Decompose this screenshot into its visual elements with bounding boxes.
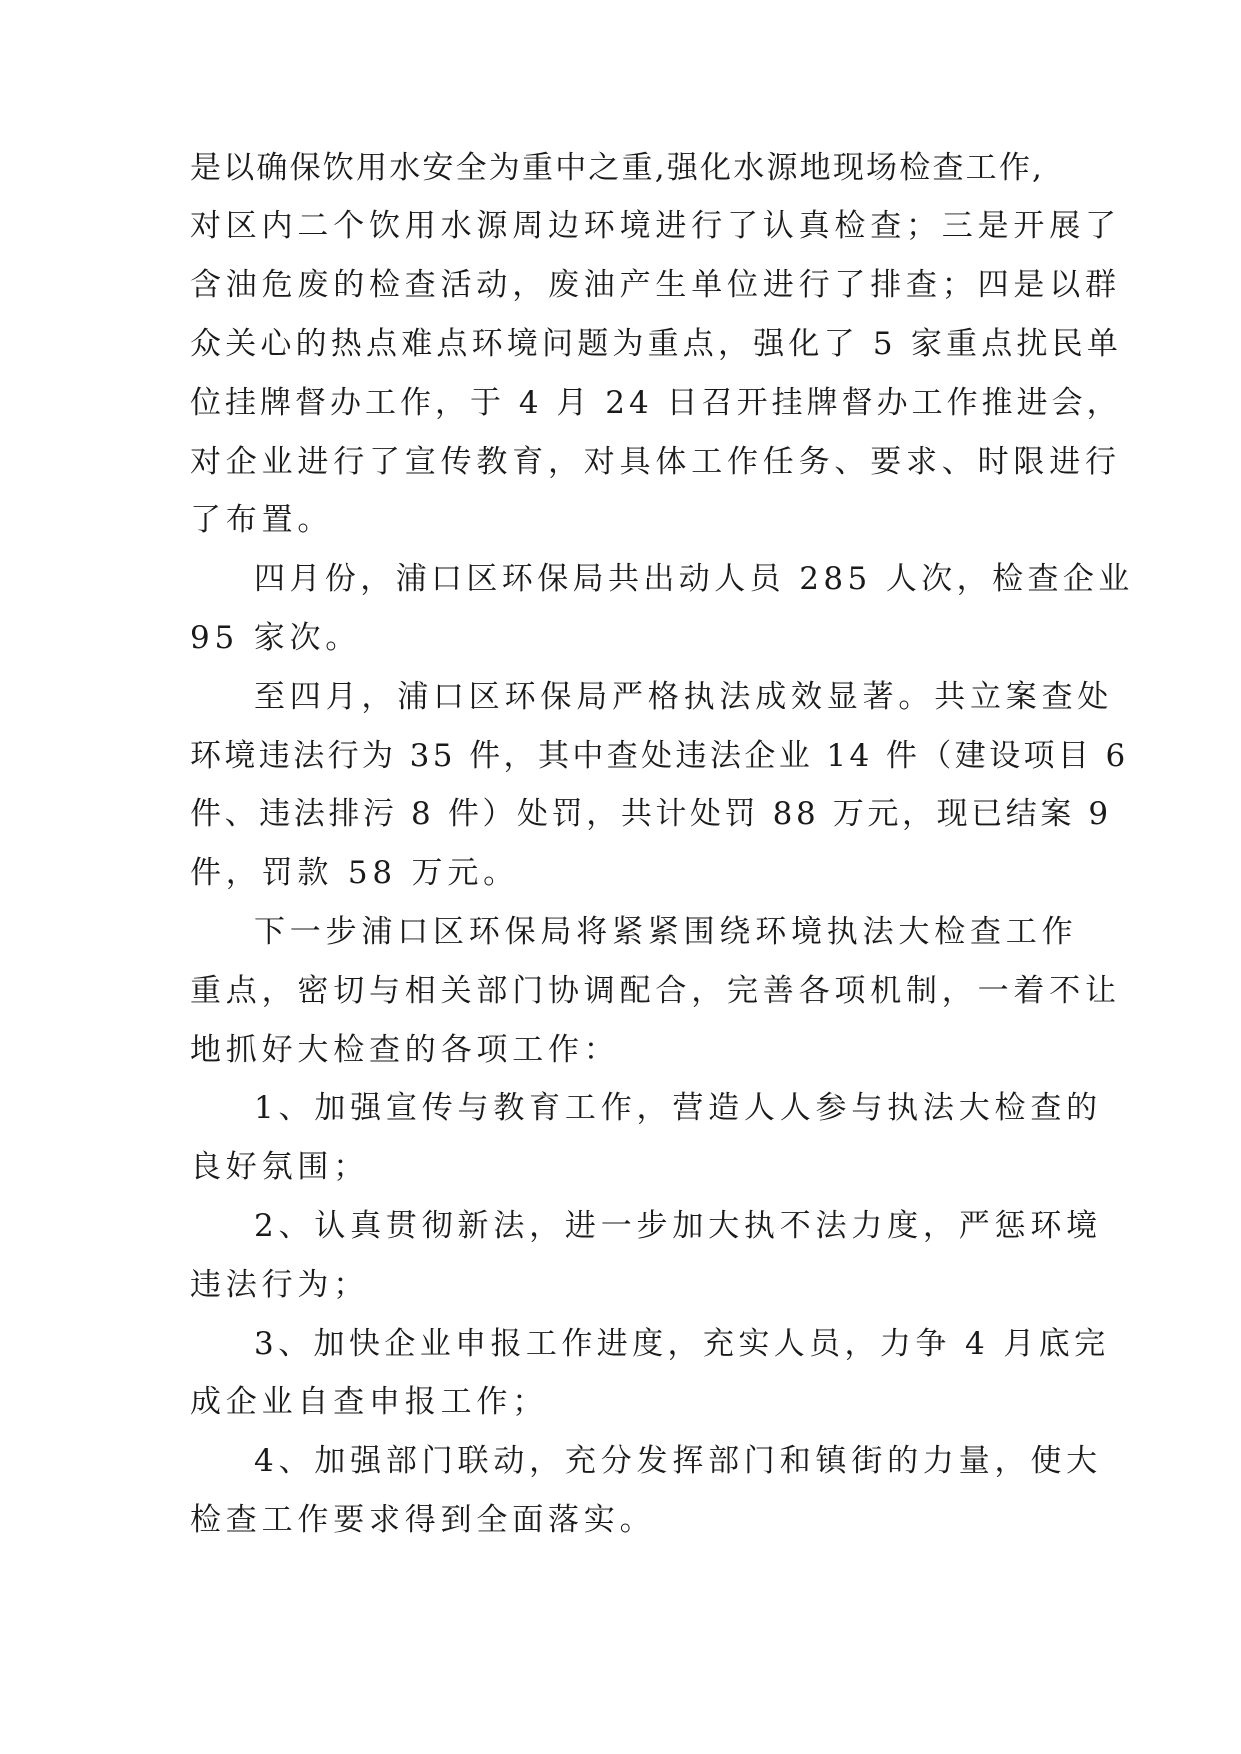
text-line: 位挂牌督办工作，于 4 月 24 日召开挂牌督办工作推进会， [190, 385, 1122, 421]
text-line: 四月份，浦口区环保局共出动人员 285 人次，检查企业 [254, 561, 1134, 597]
text-line: 1、加强宣传与教育工作，营造人人参与执法大检查的 [254, 1090, 1102, 1126]
text-line: 环境违法行为 35 件，其中查处违法企业 14 件（建设项目 6 [190, 738, 1129, 774]
text-line: 是以确保饮用水安全为重中之重,强化水源地现场检查工作, [190, 150, 1045, 186]
text-line: 对区内二个饮用水源周边环境进行了认真检查；三是开展了 [190, 208, 1121, 244]
text-line: 下一步浦口区环保局将紧紧围绕环境执法大检查工作 [254, 914, 1078, 950]
text-line: 件，罚款 58 万元。 [190, 855, 519, 891]
text-line: 4、加强部门联动，充分发挥部门和镇街的力量，使大 [254, 1443, 1102, 1479]
text-line: 重点，密切与相关部门协调配合，完善各项机制，一着不让 [190, 973, 1121, 1009]
text-line: 3、加快企业申报工作进度，充实人员，力争 4 月底完 [254, 1326, 1110, 1362]
text-line: 地抓好大检查的各项工作： [190, 1032, 620, 1068]
text-line: 检查工作要求得到全面落实。 [190, 1502, 656, 1538]
text-line: 2、认真贯彻新法，进一步加大执不法力度，严惩环境 [254, 1208, 1102, 1244]
text-line: 件、违法排污 8 件）处罚，共计处罚 88 万元，现已结案 9 [190, 796, 1112, 832]
text-line: 含油危废的检查活动，废油产生单位进行了排查；四是以群 [190, 267, 1121, 303]
text-line: 了布置。 [190, 502, 334, 538]
text-line: 成企业自查申报工作； [190, 1384, 548, 1420]
text-line: 对企业进行了宣传教育，对具体工作任务、要求、时限进行 [190, 444, 1121, 480]
text-line: 良好氛围； [190, 1149, 369, 1185]
text-line: 违法行为； [190, 1267, 369, 1303]
text-line: 众关心的热点难点环境问题为重点，强化了 5 家重点扰民单 [190, 326, 1123, 362]
text-line: 95 家次。 [190, 620, 362, 656]
text-line: 至四月，浦口区环保局严格执法成效显著。共立案查处 [254, 679, 1114, 715]
